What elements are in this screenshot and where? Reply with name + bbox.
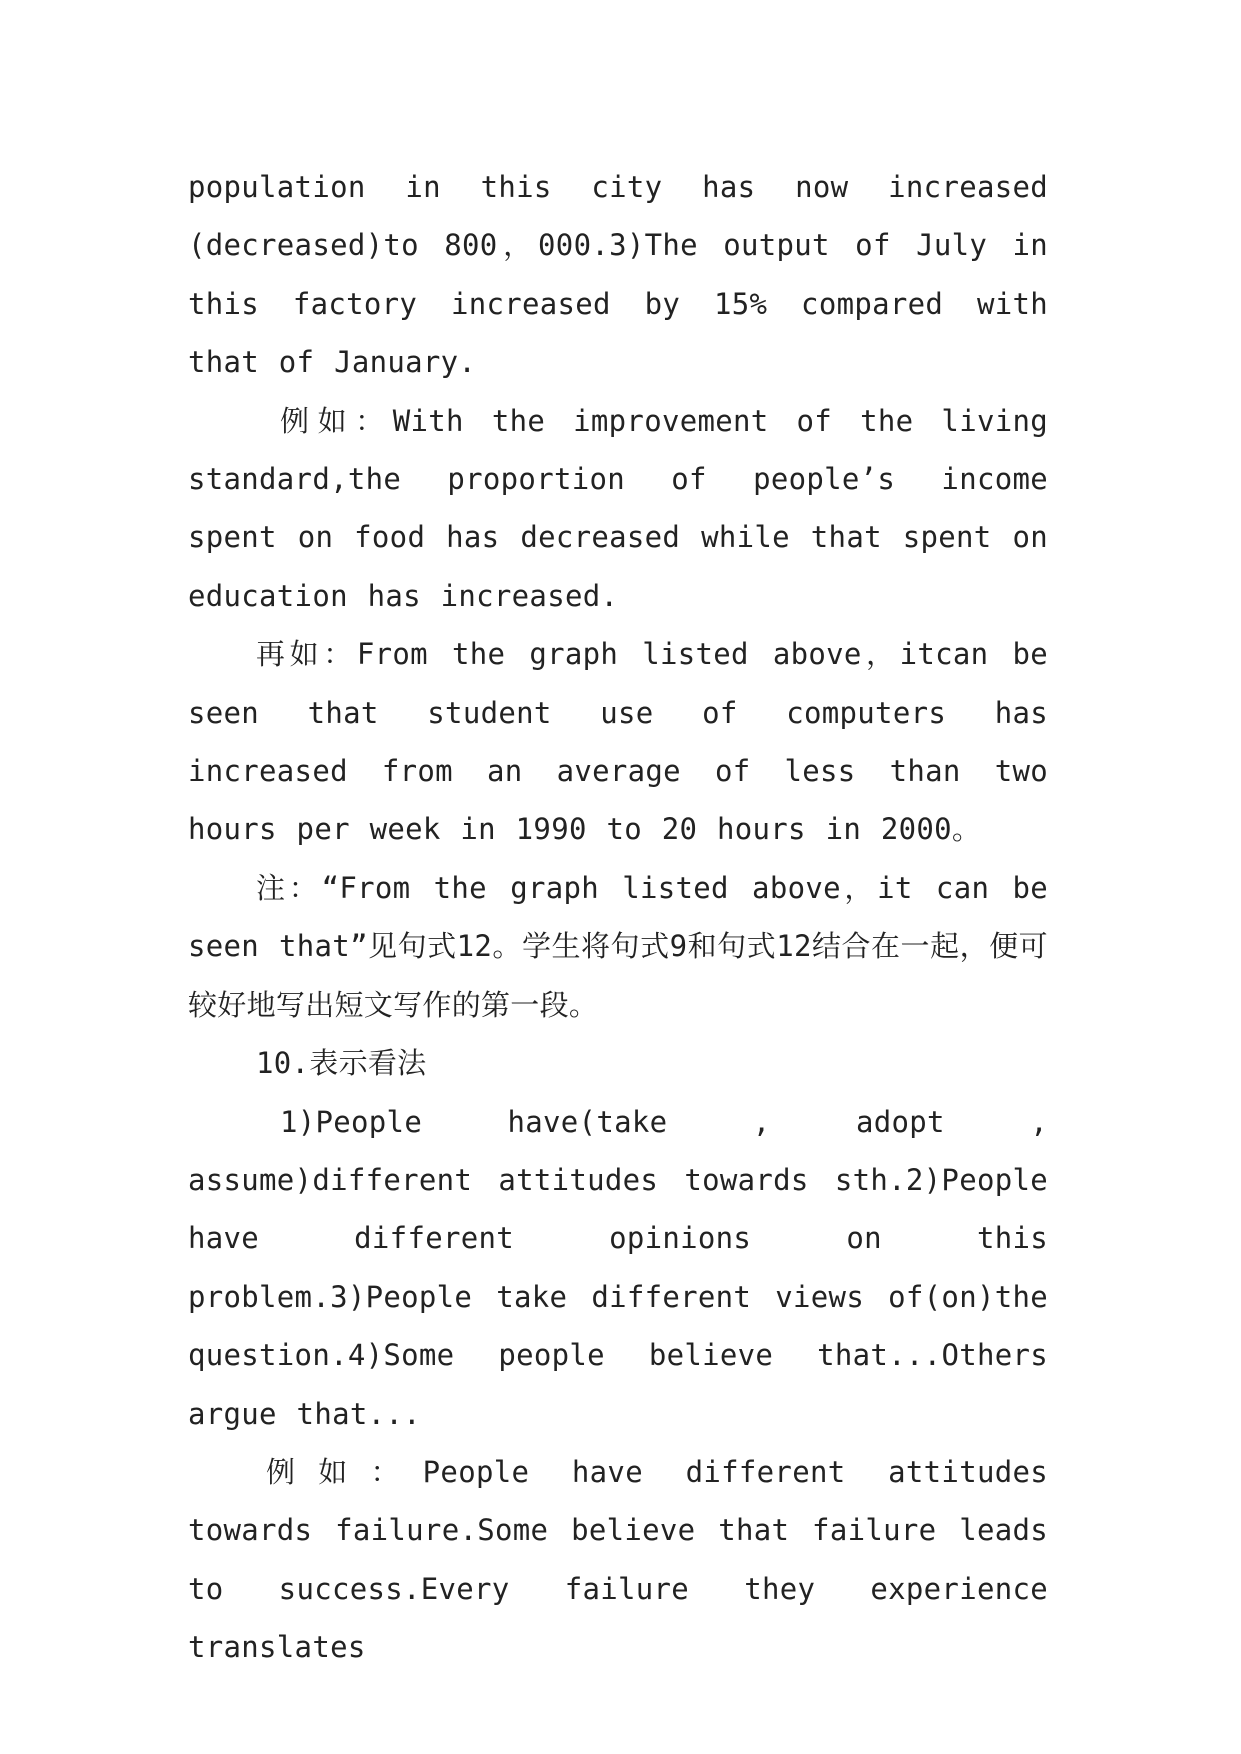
paragraph-note-sentence-patterns: 注：“From the graph listed above，it can be seen that”见句式12。学生将句式9和句式12结合在一起，便可较好地写出短文写作的第一段。 xyxy=(188,870,1048,1022)
document-body xyxy=(188,158,1048,1677)
paragraph-example-failure: 例如：People have different attitudes towards failure.Some believe that failure leads to success.Every failure they experience translates xyxy=(188,1454,1048,1665)
paragraph-opinion-patterns: 1)People have(take , adopt , assume)different attitudes towards sth.2)People have different opinions on this problem.3)People take different views of(on)the question.4)Some people believe that...Others argue that... xyxy=(188,1104,1048,1431)
paragraph-example-graph-computers: 再如：From the graph listed above，itcan be seen that student use of computers has increased from an average of less than two hours per week in 1990 to 20 hours in 2000。 xyxy=(188,637,1048,847)
paragraph-example-living-standard: 例如：With the improvement of the living standard,the proportion of people’s income spent on food has decreased while that spent on education has increased. xyxy=(188,403,1048,613)
section-heading-expressing-opinions: 10.表示看法 xyxy=(256,1046,427,1081)
paragraph-population-output: population in this city has now increased (decreased)to 800，000.3)The output of July in this factory increased by 15% compared with that of January. xyxy=(188,170,1048,380)
